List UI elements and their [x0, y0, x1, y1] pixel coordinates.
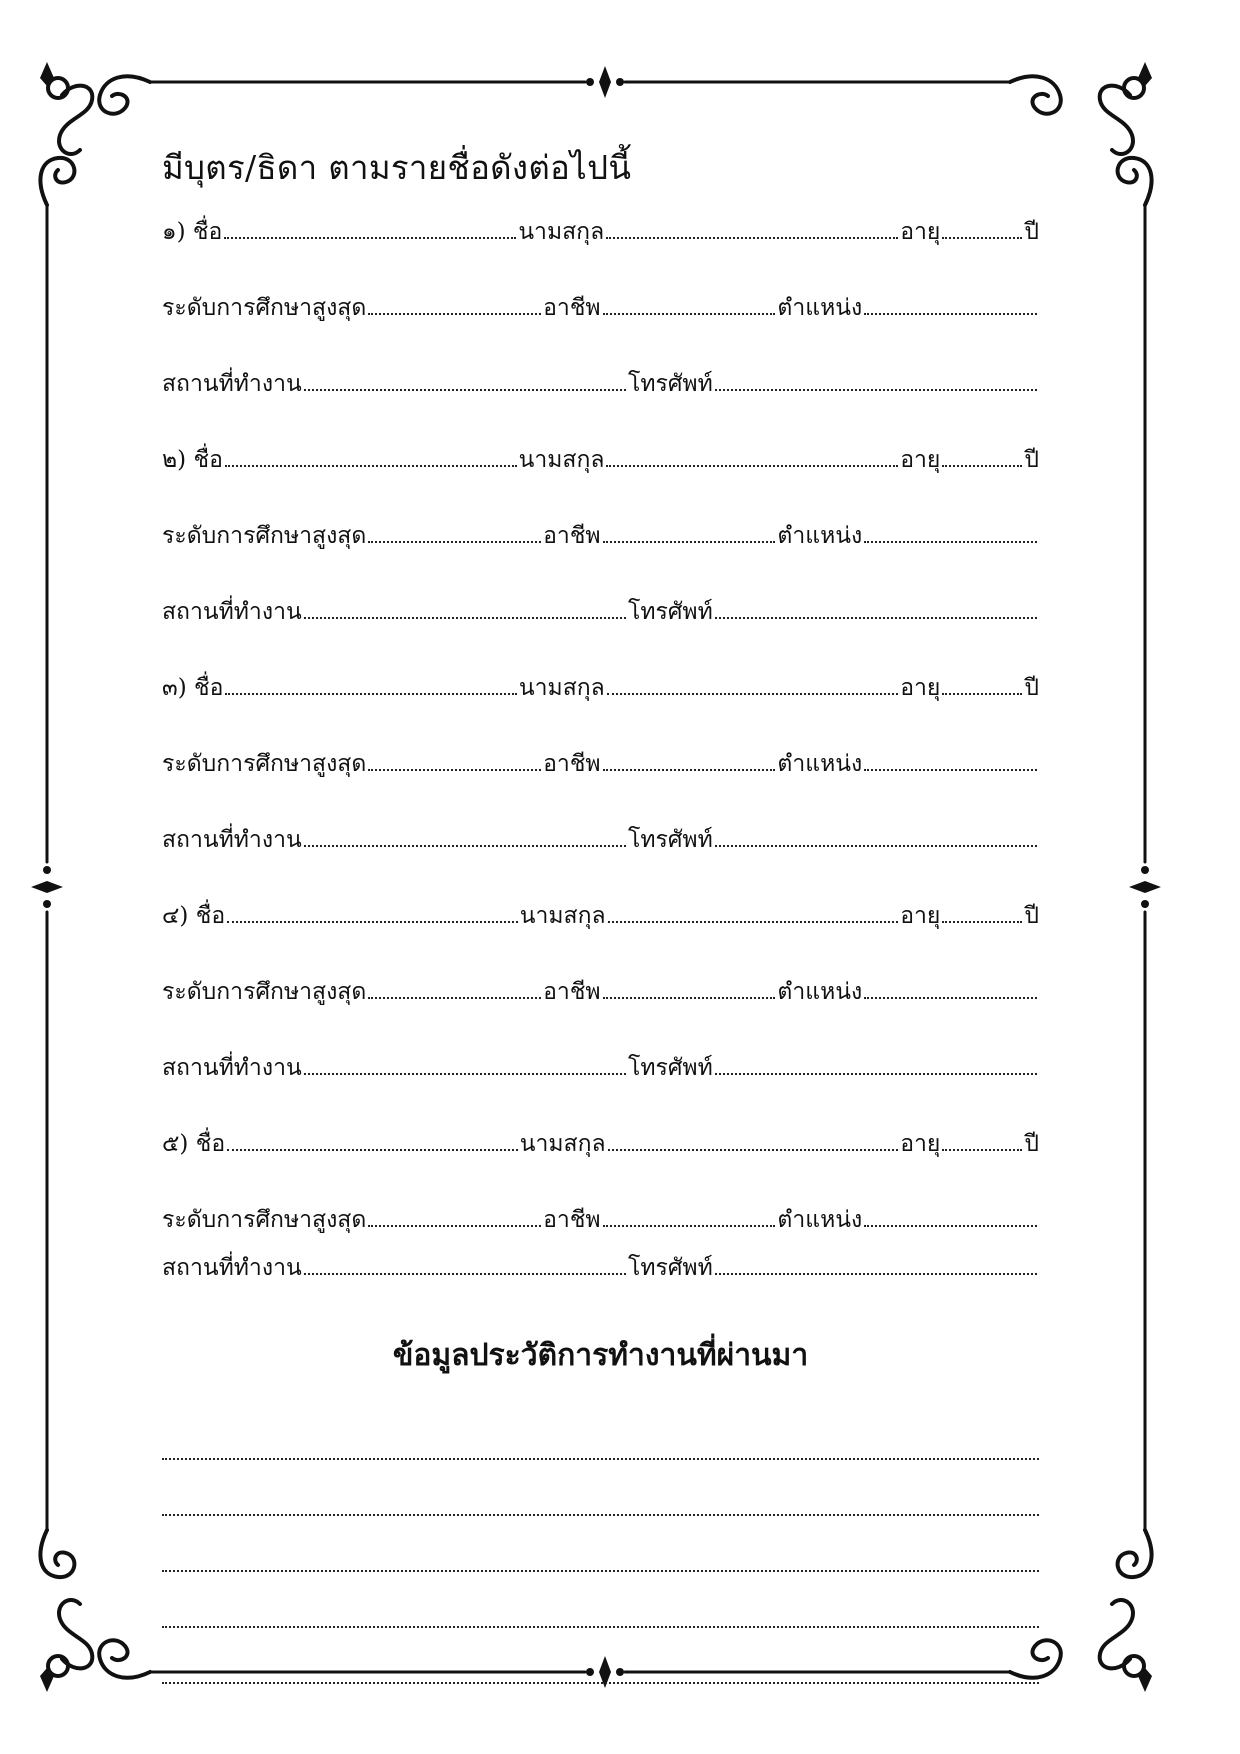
children-list: [162, 214, 1039, 1298]
work-history-lines: [162, 1404, 1039, 1684]
year-label: ปี: [1024, 1131, 1040, 1157]
phone-field[interactable]: [715, 371, 1037, 391]
surname-label: นามสกุล: [519, 1131, 606, 1157]
education-label: ระดับการศึกษาสูงสุด: [162, 523, 367, 549]
surname-label: นามสกุล: [519, 903, 606, 929]
work-history-heading: ข้อมูลประวัติการทำงานที่ผ่านมา: [392, 1338, 809, 1373]
name-field[interactable]: [224, 219, 516, 239]
year-label: ปี: [1024, 219, 1040, 245]
workplace-field[interactable]: [304, 371, 626, 391]
form-content: [162, 148, 1039, 1684]
workplace-label: สถานที่ทำงาน: [162, 1055, 302, 1081]
education-field[interactable]: [368, 523, 541, 543]
education-label: ระดับการศึกษาสูงสุด: [162, 1207, 367, 1233]
education-field[interactable]: [368, 979, 541, 999]
child-entry-1: [162, 214, 1039, 442]
age-label: อายุ: [900, 447, 941, 473]
child-number: ๕): [162, 1131, 189, 1157]
workplace-field[interactable]: [304, 1255, 626, 1275]
occupation-label: อาชีพ: [543, 523, 601, 549]
phone-field[interactable]: [715, 827, 1037, 847]
education-label: ระดับการศึกษาสูงสุด: [162, 751, 367, 777]
workplace-row: [162, 594, 1039, 670]
age-field[interactable]: [942, 1131, 1022, 1151]
workplace-label: สถานที่ทำงาน: [162, 827, 302, 853]
name-field[interactable]: [227, 1131, 518, 1151]
surname-label: นามสกุล: [518, 447, 605, 473]
work-history-line-4[interactable]: [162, 1572, 1039, 1628]
workplace-label: สถานที่ทำงาน: [162, 599, 302, 625]
child-number: ๑): [162, 219, 186, 245]
education-label: ระดับการศึกษาสูงสุด: [162, 295, 367, 321]
age-field[interactable]: [942, 675, 1022, 695]
name-row: [162, 898, 1039, 974]
occupation-label: อาชีพ: [543, 979, 601, 1005]
workplace-field[interactable]: [304, 599, 626, 619]
child-number: ๒): [162, 447, 187, 473]
year-label: ปี: [1024, 675, 1040, 701]
phone-label: โทรศัพท์: [627, 1255, 713, 1281]
age-label: อายุ: [900, 1131, 941, 1157]
education-row: [162, 746, 1039, 822]
child-entry-2: [162, 442, 1039, 670]
name-label: ชื่อ: [192, 219, 223, 245]
work-history-line-3[interactable]: [162, 1516, 1039, 1572]
age-field[interactable]: [942, 447, 1022, 467]
name-row: [162, 1126, 1039, 1202]
age-label: อายุ: [900, 219, 941, 245]
surname-field[interactable]: [608, 1131, 899, 1151]
occupation-field[interactable]: [603, 523, 776, 543]
work-history-line-2[interactable]: [162, 1460, 1039, 1516]
surname-field[interactable]: [606, 447, 898, 467]
name-label: ชื่อ: [193, 447, 223, 473]
education-row: [162, 518, 1039, 594]
education-label: ระดับการศึกษาสูงสุด: [162, 979, 367, 1005]
education-row: [162, 1202, 1039, 1250]
workplace-field[interactable]: [304, 1055, 626, 1075]
position-label: ตำแหน่ง: [777, 979, 863, 1005]
occupation-field[interactable]: [603, 1207, 776, 1227]
name-label: ชื่อ: [195, 1131, 226, 1157]
surname-field[interactable]: [608, 903, 899, 923]
occupation-label: อาชีพ: [543, 295, 601, 321]
position-field[interactable]: [864, 523, 1037, 543]
phone-label: โทรศัพท์: [627, 1055, 713, 1081]
occupation-label: อาชีพ: [543, 751, 601, 777]
position-label: ตำแหน่ง: [777, 1207, 863, 1233]
name-field[interactable]: [225, 447, 517, 467]
page-title: มีบุตร/ธิดา ตามรายชื่อดังต่อไปนี้: [162, 148, 632, 187]
workplace-row: [162, 1250, 1039, 1298]
education-row: [162, 974, 1039, 1050]
name-row: [162, 670, 1039, 746]
surname-field[interactable]: [607, 675, 898, 695]
phone-label: โทรศัพท์: [627, 371, 713, 397]
workplace-label: สถานที่ทำงาน: [162, 1255, 302, 1281]
surname-label: นามสกุล: [518, 675, 605, 701]
position-label: ตำแหน่ง: [777, 751, 863, 777]
phone-field[interactable]: [715, 1055, 1037, 1075]
phone-label: โทรศัพท์: [627, 827, 713, 853]
education-field[interactable]: [368, 1207, 541, 1227]
workplace-row: [162, 1050, 1039, 1126]
education-row: [162, 290, 1039, 366]
name-row: [162, 442, 1039, 518]
year-label: ปี: [1024, 447, 1040, 473]
workplace-field[interactable]: [304, 827, 626, 847]
name-label: ชื่อ: [194, 675, 224, 701]
occupation-label: อาชีพ: [543, 1207, 601, 1233]
child-number: ๓): [162, 675, 187, 701]
occupation-field[interactable]: [603, 295, 776, 315]
age-label: อายุ: [900, 675, 941, 701]
phone-label: โทรศัพท์: [627, 599, 713, 625]
surname-field[interactable]: [606, 219, 898, 239]
name-row: [162, 214, 1039, 290]
age-field[interactable]: [942, 903, 1022, 923]
phone-field[interactable]: [715, 1255, 1037, 1275]
phone-field[interactable]: [715, 599, 1037, 619]
position-field[interactable]: [864, 979, 1037, 999]
name-label: ชื่อ: [195, 903, 226, 929]
year-label: ปี: [1024, 903, 1040, 929]
child-entry-3: [162, 670, 1039, 898]
position-field[interactable]: [864, 751, 1037, 771]
child-entry-5: [162, 1126, 1039, 1298]
work-history-line-1[interactable]: [162, 1404, 1039, 1460]
age-label: อายุ: [900, 903, 941, 929]
workplace-label: สถานที่ทำงาน: [162, 371, 302, 397]
education-field[interactable]: [368, 751, 541, 771]
workplace-row: [162, 822, 1039, 898]
workplace-row: [162, 366, 1039, 442]
occupation-field[interactable]: [603, 979, 776, 999]
occupation-field[interactable]: [603, 751, 776, 771]
work-history-line-5[interactable]: [162, 1628, 1039, 1684]
child-entry-4: [162, 898, 1039, 1126]
position-field[interactable]: [864, 1207, 1037, 1227]
position-label: ตำแหน่ง: [777, 523, 863, 549]
position-field[interactable]: [864, 295, 1037, 315]
name-field[interactable]: [225, 675, 516, 695]
name-field[interactable]: [227, 903, 518, 923]
surname-label: นามสกุล: [518, 219, 605, 245]
education-field[interactable]: [368, 295, 541, 315]
child-number: ๔): [162, 903, 189, 929]
age-field[interactable]: [942, 219, 1022, 239]
position-label: ตำแหน่ง: [777, 295, 863, 321]
